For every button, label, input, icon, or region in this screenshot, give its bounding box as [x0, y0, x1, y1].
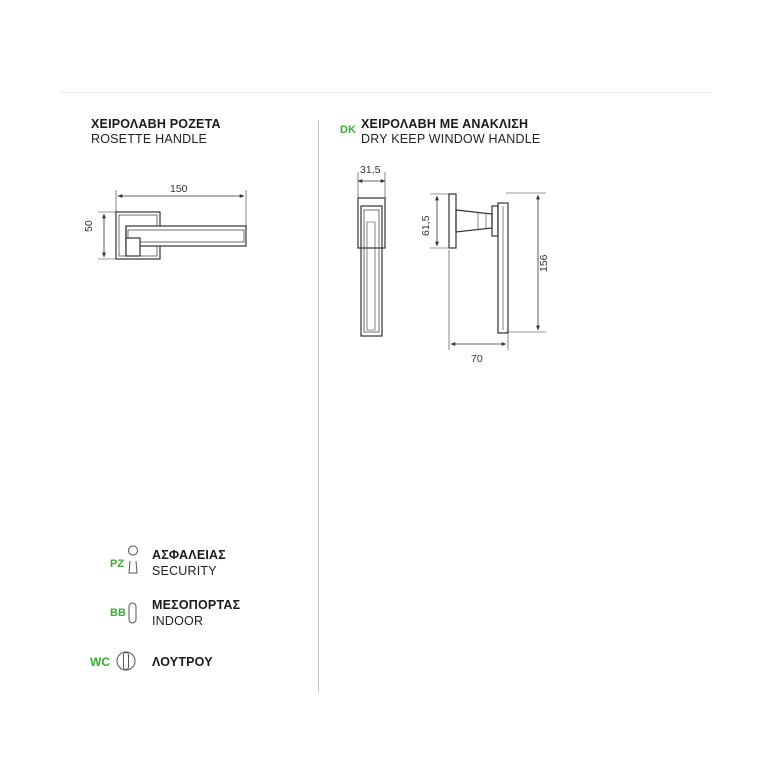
bb-name-gr: ΜΕΣΟΠΟΡΤΑΣ: [152, 598, 241, 612]
wc-turn-icon: [117, 652, 135, 670]
bb-keyhole-icon: [129, 603, 136, 623]
pz-name-en: SECURITY: [152, 564, 217, 578]
dk-total-height-label: 156: [538, 254, 550, 272]
pz-code: PZ: [110, 558, 125, 570]
dk-title-gr: ΧΕΙΡΟΛΑΒΗ ΜΕ ΑΝΑΚΛΙΣΗ: [361, 117, 529, 131]
rosette-width-label: 150: [170, 183, 188, 195]
pz-name-gr: ΑΣΦΑΛΕΙΑΣ: [152, 548, 226, 562]
pz-keyhole-icon: [129, 546, 138, 573]
rosette-handle-drawing: [98, 190, 246, 259]
rosette-height-label: 50: [83, 220, 95, 232]
wc-code: WC: [90, 655, 110, 669]
rosette-title-en: ROSETTE HANDLE: [91, 132, 208, 146]
dk-front-view-drawing: [358, 172, 385, 336]
dk-side-view-drawing: [430, 193, 546, 350]
dk-code: DK: [340, 124, 356, 136]
dk-projection-label: 70: [471, 353, 483, 365]
rosette-title-gr: ΧΕΙΡΟΛΑΒΗ ΡΟΖΕΤΑ: [91, 117, 221, 131]
bb-name-en: INDOOR: [152, 614, 204, 628]
wc-name-gr: ΛΟΥΤΡΟΥ: [152, 655, 213, 669]
bb-code: BB: [110, 607, 126, 619]
dk-top-width-label: 31,5: [360, 164, 381, 176]
dk-rosette-height-label: 61,5: [420, 215, 432, 236]
dk-title-en: DRY KEEP WINDOW HANDLE: [361, 132, 541, 146]
